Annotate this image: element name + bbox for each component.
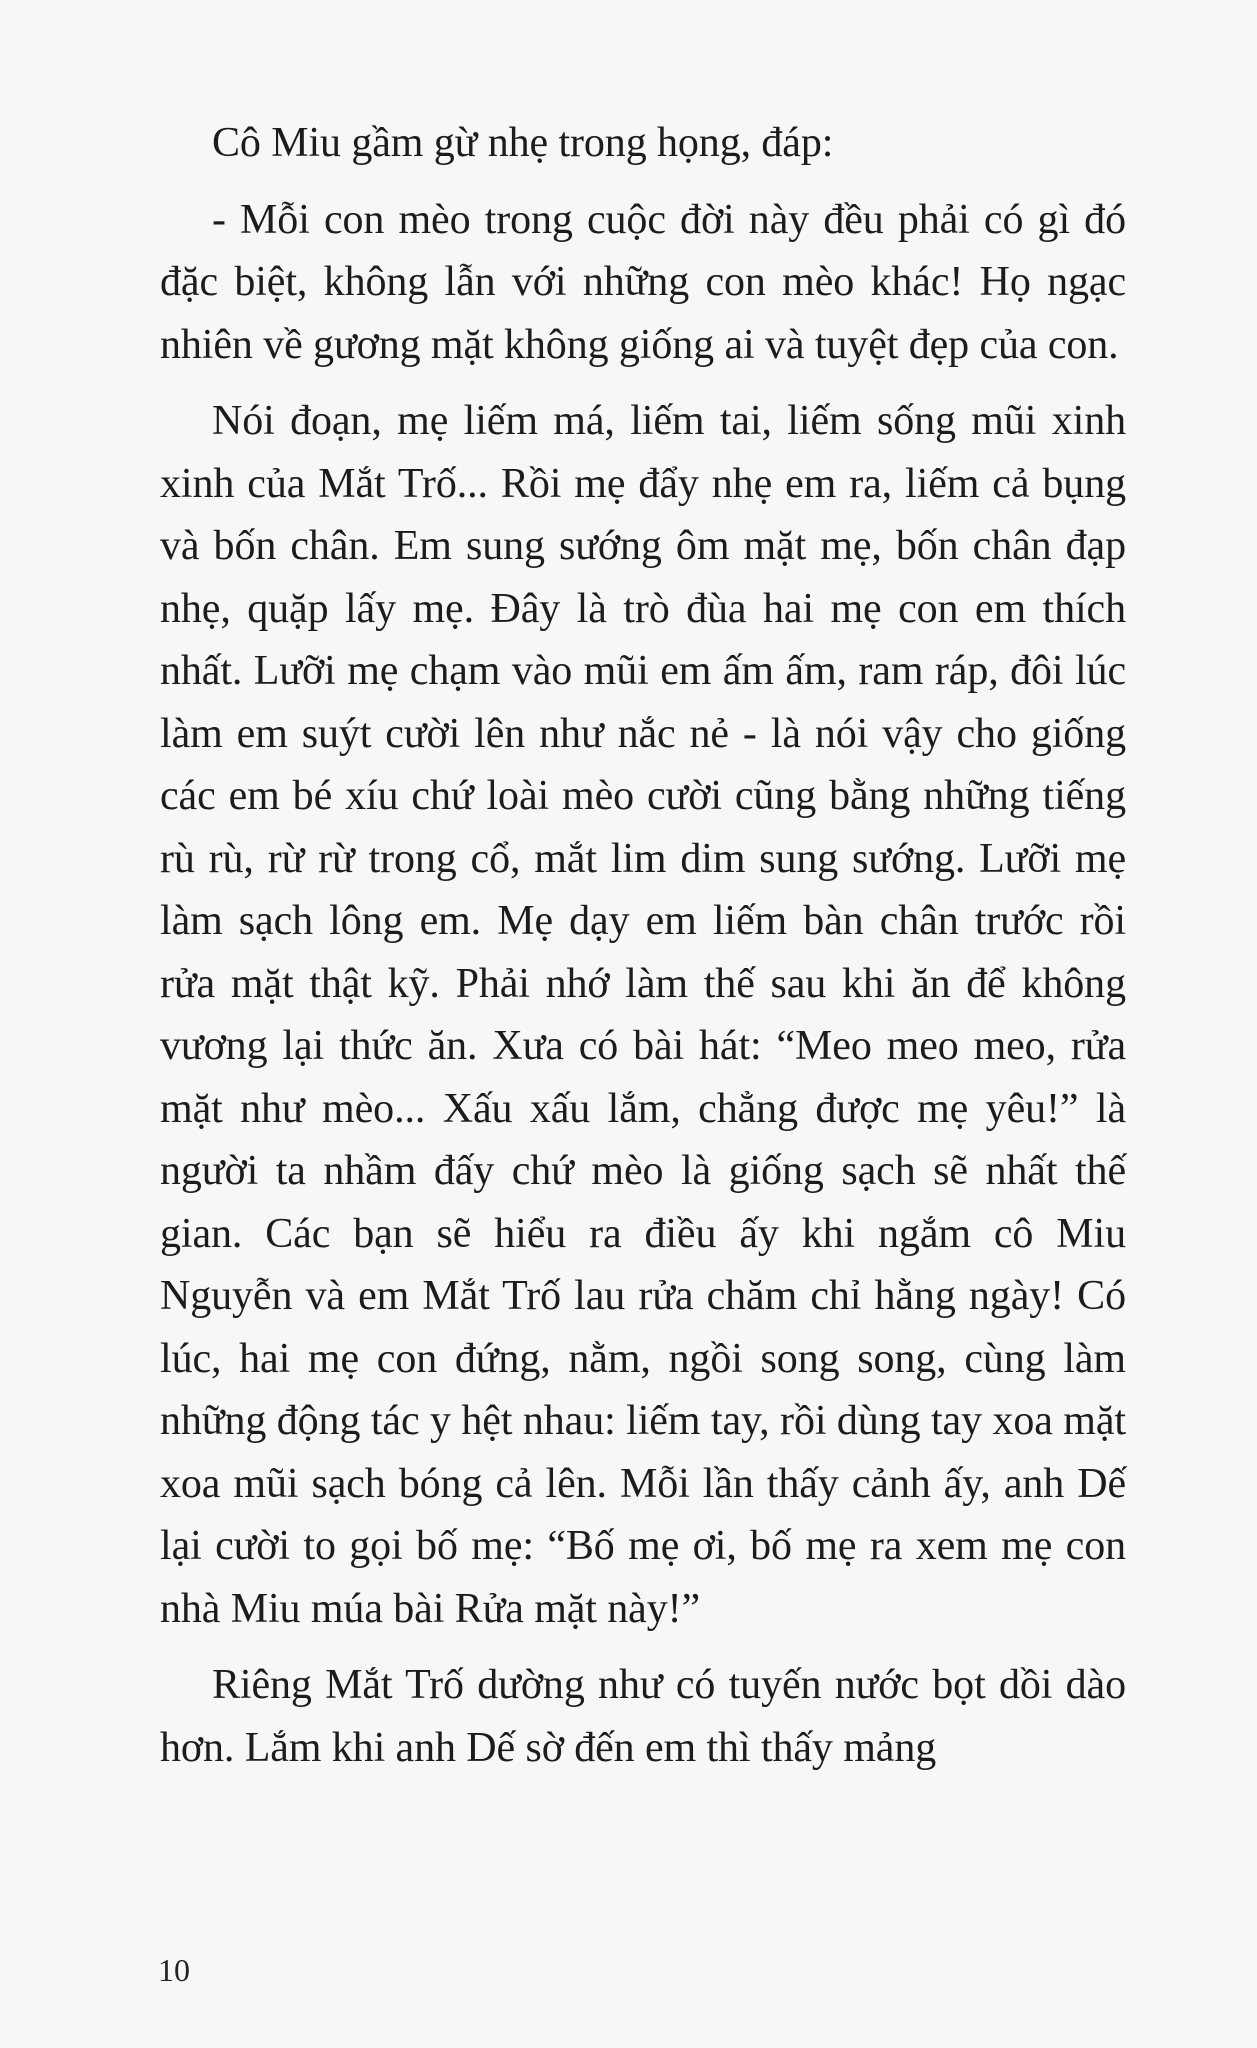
body-text — [160, 112, 1126, 1793]
paragraph-4: Riêng Mắt Trố dường như có tuyến nước bọt dồi dào hơn. Lắm khi anh Dế sờ đến em thì thấy mảng — [160, 1662, 1126, 1771]
paragraph-3: Nói đoạn, mẹ liếm má, liếm tai, liếm sống mũi xinh xinh của Mắt Trố... Rồi mẹ đẩy nhẹ em ra, liếm cả bụng và bốn chân. Em sung sướng ôm mặt mẹ, bốn chân đạp nhẹ, quặp lấy mẹ. Đây là trò đùa hai mẹ con em thích nhất. Lưỡi mẹ chạm vào mũi em ấm ấm, ram ráp, đôi lúc làm em suýt cười lên như nắc nẻ - là nói vậy cho giống các em bé xíu chứ loài mèo cười cũng bằng những tiếng rù rù, rừ rừ trong cổ, mắt lim dim sung sướng. Lưỡi mẹ làm sạch lông em. Mẹ dạy em liếm bàn chân trước rồi rửa mặt thật kỹ. Phải nhớ làm thế sau khi ăn để không vương lại thức ăn. Xưa có bài hát: “Meo meo meo, rửa mặt như mèo... Xấu xấu lắm, chẳng được mẹ yêu!” là người ta nhầm đấy chứ mèo là giống sạch sẽ nhất thế gian. Các bạn sẽ hiểu ra điều ấy khi ngắm cô Miu Nguyễn và em Mắt Trố lau rửa chăm chỉ hằng ngày! Có lúc, hai mẹ con đứng, nằm, ngồi song song, cùng làm những động tác y hệt nhau: liếm tay, rồi dùng tay xoa mặt xoa mũi sạch bóng cả lên. Mỗi lần thấy cảnh ấy, anh Dế lại cười to gọi bố mẹ: “Bố mẹ ơi, bố mẹ ra xem mẹ con nhà Miu múa bài Rửa mặt này!” — [160, 398, 1126, 1632]
paragraph-2: - Mỗi con mèo trong cuộc đời này đều phải có gì đó đặc biệt, không lẫn với những con mèo khác! Họ ngạc nhiên về gương mặt không giống ai và tuyệt đẹp của con. — [160, 196, 1126, 368]
page-number: 10 — [158, 1952, 190, 1988]
paragraph-1: Cô Miu gầm gừ nhẹ trong họng, đáp: — [212, 120, 834, 166]
